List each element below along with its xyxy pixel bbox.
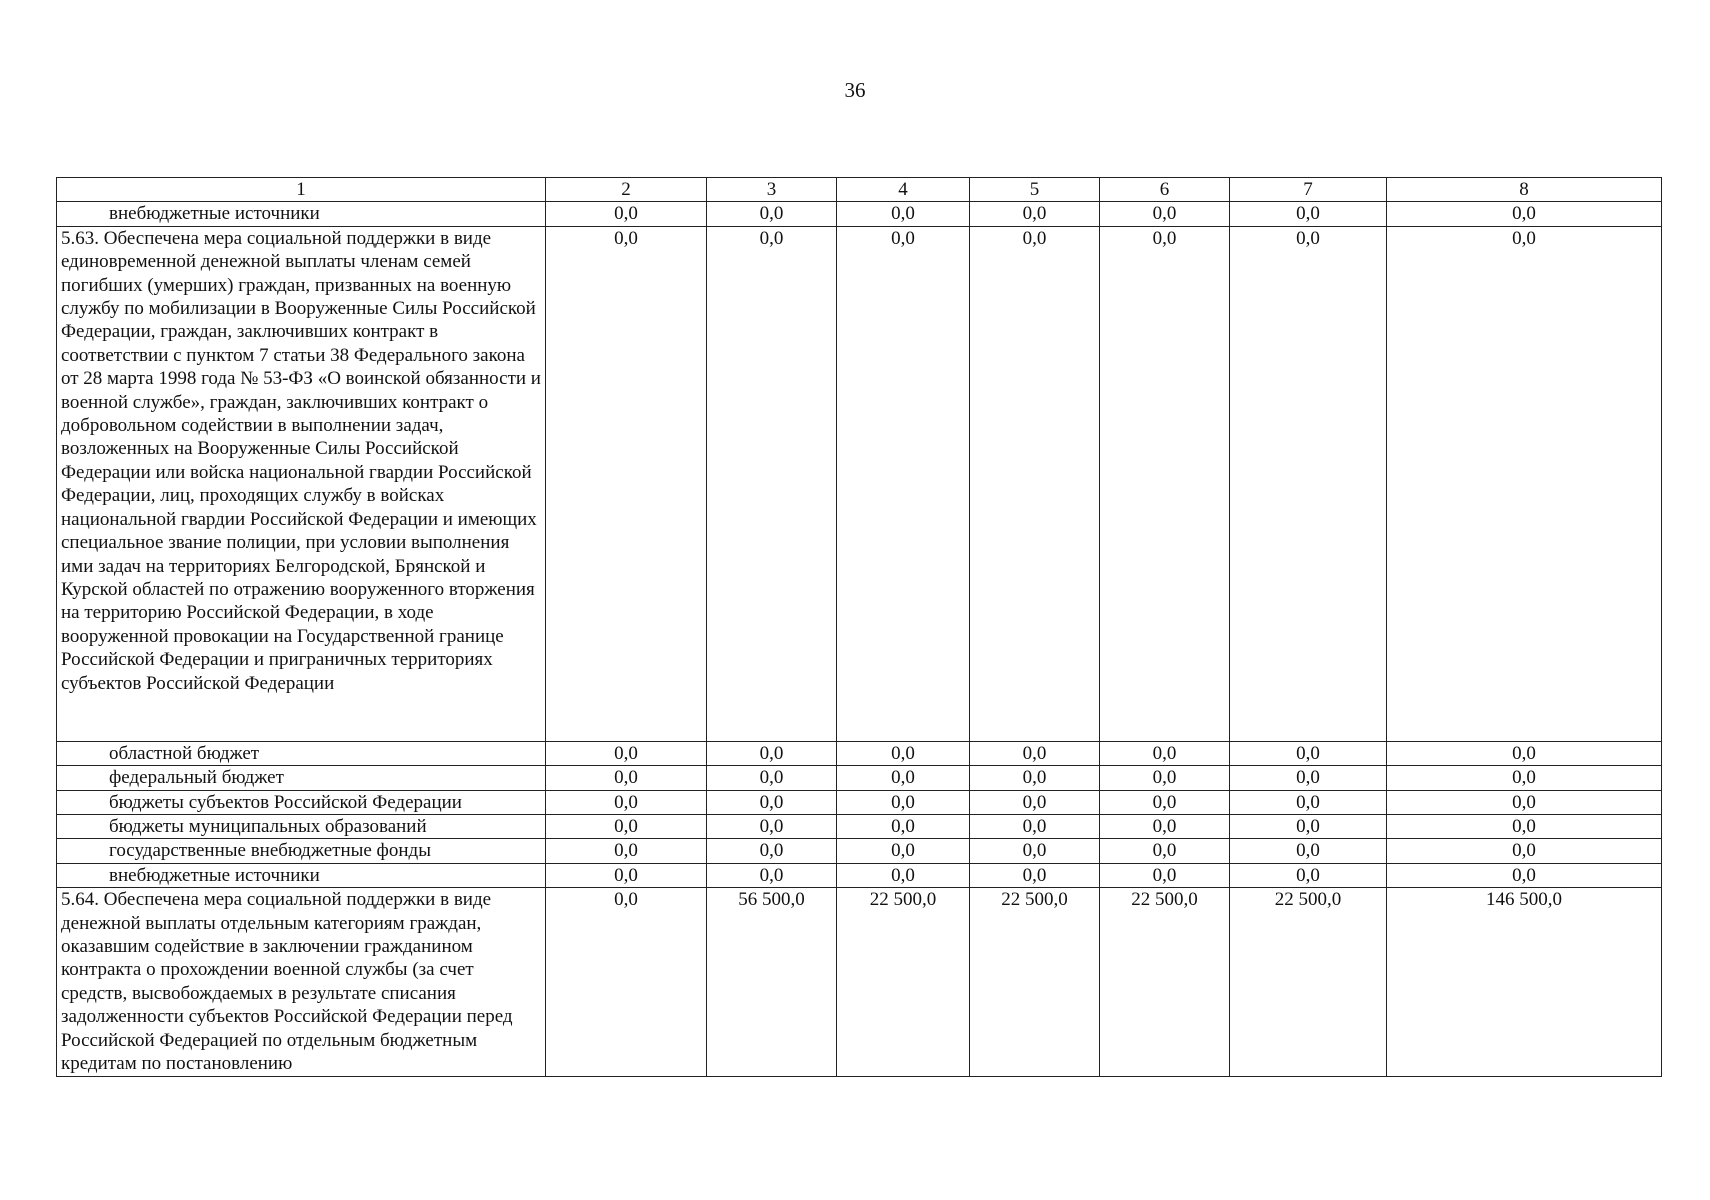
cell-value: 0,0 [546, 839, 707, 863]
cell-value: 22 500,0 [1100, 888, 1230, 1076]
cell-value: 0,0 [1100, 202, 1230, 226]
cell-value: 0,0 [1100, 863, 1230, 887]
cell-value: 0,0 [1230, 815, 1387, 839]
cell-value: 0,0 [837, 226, 970, 741]
cell-value: 0,0 [707, 863, 837, 887]
cell-value: 0,0 [1100, 815, 1230, 839]
cell-value: 0,0 [837, 790, 970, 814]
column-number: 8 [1387, 178, 1662, 202]
cell-value: 0,0 [1387, 839, 1662, 863]
cell-value: 0,0 [1230, 839, 1387, 863]
cell-value: 0,0 [707, 741, 837, 765]
column-number: 7 [1230, 178, 1387, 202]
table-row [57, 790, 1662, 814]
cell-value: 0,0 [837, 863, 970, 887]
cell-value: 0,0 [707, 202, 837, 226]
cell-value: 0,0 [1100, 839, 1230, 863]
cell-value: 0,0 [970, 863, 1100, 887]
cell-value: 0,0 [970, 766, 1100, 790]
cell-value: 0,0 [546, 815, 707, 839]
cell-value: 0,0 [546, 202, 707, 226]
cell-value: 0,0 [970, 202, 1100, 226]
cell-value: 0,0 [546, 863, 707, 887]
cell-value: 0,0 [970, 839, 1100, 863]
item-description: 5.64. Обеспечена мера социальной поддержки в виде денежной выплаты отдельным категориям граждан, оказавшим содействие в заключении гражданином контракта о прохождении военной службы (за счет средств, высвобождаемых в результате списания задолженности субъектов Российской Федерации перед Российской Федерацией по отдельным бюджетным кредитам по постановлению [57, 888, 546, 1076]
cell-value: 0,0 [837, 815, 970, 839]
cell-value: 0,0 [1100, 790, 1230, 814]
cell-value: 0,0 [1100, 226, 1230, 741]
column-number: 5 [970, 178, 1100, 202]
cell-value: 0,0 [546, 766, 707, 790]
table-row [57, 815, 1662, 839]
table-row [57, 741, 1662, 765]
row-label: внебюджетные источники [57, 202, 546, 226]
table-row [57, 839, 1662, 863]
cell-value: 56 500,0 [707, 888, 837, 1076]
cell-value: 0,0 [546, 226, 707, 741]
cell-value: 0,0 [837, 839, 970, 863]
cell-value: 0,0 [1387, 863, 1662, 887]
table-row [57, 863, 1662, 887]
cell-value: 0,0 [1387, 790, 1662, 814]
cell-value: 22 500,0 [970, 888, 1100, 1076]
cell-value: 0,0 [970, 741, 1100, 765]
cell-value: 0,0 [1387, 226, 1662, 741]
cell-value: 0,0 [1230, 741, 1387, 765]
cell-value: 22 500,0 [837, 888, 970, 1076]
cell-value: 0,0 [707, 790, 837, 814]
item-description: 5.63. Обеспечена мера социальной поддержки в виде единовременной денежной выплаты членам семей погибших (умерших) граждан, призванных на военную службу по мобилизации в Вооруженные Силы Российской Федерации, граждан, заключивших контракт в соответствии с пунктом 7 статьи 38 Федерального закона от 28 марта 1998 года № 53-ФЗ «О воинской обязанности и военной службе», граждан, заключивших контракт о добровольном содействии в выполнении задач, возложенных на Вооруженные Силы Российской Федерации или войска национальной гвардии Российской Федерации, лиц, проходящих службу в войсках национальной гвардии Российской Федерации и имеющих специальное звание полиции, при условии выполнения ими задач на территориях Белгородской, Брянской и Курской областей по отражению вооруженного вторжения на территорию Российской Федерации, в ходе вооруженной провокации на Государственной границе Российской Федерации и приграничных территориях субъектов Российской Федерации [57, 226, 546, 741]
row-label: федеральный бюджет [57, 766, 546, 790]
cell-value: 0,0 [1230, 766, 1387, 790]
cell-value: 0,0 [837, 202, 970, 226]
budget-table [56, 177, 1662, 1077]
cell-value: 0,0 [1387, 741, 1662, 765]
cell-value: 0,0 [970, 226, 1100, 741]
cell-value: 0,0 [1387, 766, 1662, 790]
cell-value: 146 500,0 [1387, 888, 1662, 1076]
row-label: бюджеты субъектов Российской Федерации [57, 790, 546, 814]
cell-value: 0,0 [1387, 202, 1662, 226]
cell-value: 0,0 [1230, 863, 1387, 887]
page-number: 36 [844, 78, 866, 102]
column-number: 3 [707, 178, 837, 202]
table-row [57, 766, 1662, 790]
table-row-item-5-63 [57, 226, 1662, 741]
row-label: областной бюджет [57, 741, 546, 765]
table-row-item-5-64 [57, 888, 1662, 1076]
cell-value: 0,0 [1100, 741, 1230, 765]
cell-value: 22 500,0 [1230, 888, 1387, 1076]
cell-value: 0,0 [707, 766, 837, 790]
column-number: 4 [837, 178, 970, 202]
row-label: бюджеты муниципальных образований [57, 815, 546, 839]
cell-value: 0,0 [546, 790, 707, 814]
cell-value: 0,0 [1387, 815, 1662, 839]
column-number: 1 [57, 178, 546, 202]
cell-value: 0,0 [837, 741, 970, 765]
cell-value: 0,0 [546, 741, 707, 765]
table-row [57, 202, 1662, 226]
column-number-row [57, 178, 1662, 202]
cell-value: 0,0 [707, 226, 837, 741]
cell-value: 0,0 [1230, 790, 1387, 814]
cell-value: 0,0 [970, 790, 1100, 814]
cell-value: 0,0 [707, 815, 837, 839]
cell-value: 0,0 [837, 766, 970, 790]
cell-value: 0,0 [1100, 766, 1230, 790]
cell-value: 0,0 [546, 888, 707, 1076]
cell-value: 0,0 [1230, 226, 1387, 741]
column-number: 6 [1100, 178, 1230, 202]
cell-value: 0,0 [970, 815, 1100, 839]
row-label: государственные внебюджетные фонды [57, 839, 546, 863]
cell-value: 0,0 [1230, 202, 1387, 226]
row-label: внебюджетные источники [57, 863, 546, 887]
column-number: 2 [546, 178, 707, 202]
cell-value: 0,0 [707, 839, 837, 863]
